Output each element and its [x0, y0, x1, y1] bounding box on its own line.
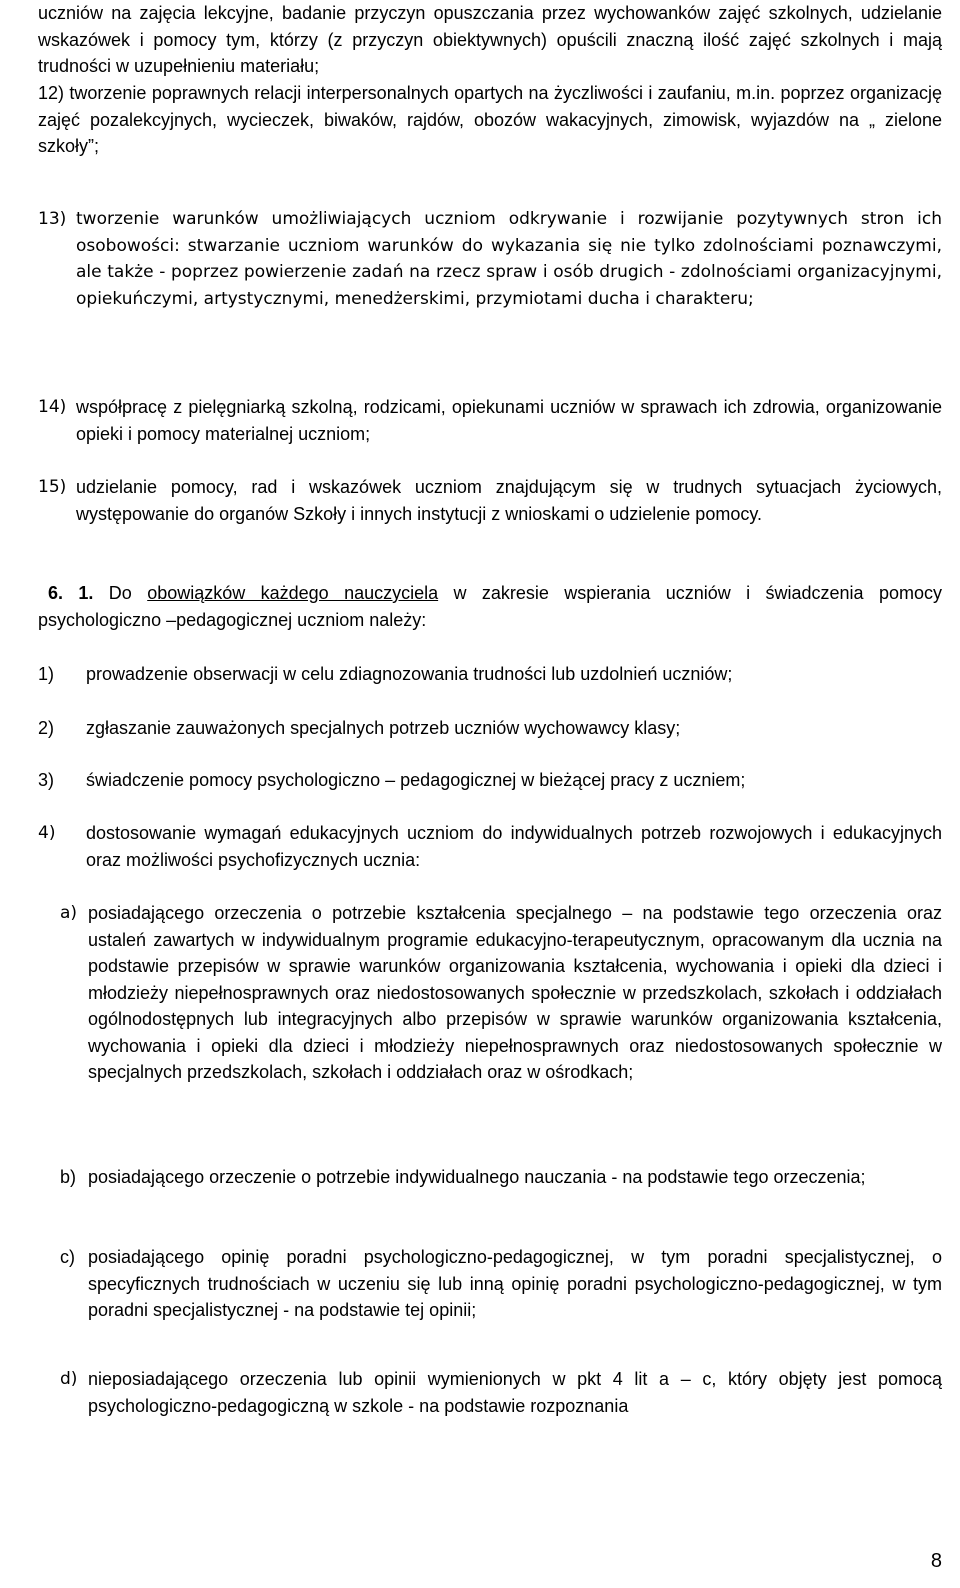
duty-item-3	[38, 767, 942, 794]
list-item-15	[38, 474, 942, 527]
list-item-number: 14)	[38, 397, 67, 417]
subitem-text: posiadającego orzeczenia o potrzebie kształcenia specjalnego – na podstawie tego orzeczenia oraz ustaleń zawartych w indywidualnym programie edukacyjno-terapeutycznym, opracowanym dla ucznia na podstawie przepisów w sprawie warunków organizowania kształcenia, wychowania i opieki dla dzieci i młodzieży niepełnosprawnych oraz niedostosowanych społecznie w przedszkolach, szkołach i oddziałach ogólnodostępnych lub integracyjnych albo przepisów w sprawie warunków organizowania kształcenia, wychowania i opieki dla dzieci i młodzieży niepełnosprawnych oraz niedostosowanych społecznie w specjalnych przedszkolach, szkołach i oddziałach oraz w ośrodkach;	[88, 903, 942, 1082]
subitem-letter: b)	[60, 1167, 77, 1187]
list-item-number: 12)	[38, 83, 65, 103]
duty-item-1	[38, 661, 942, 688]
duty-number: 4)	[38, 823, 56, 843]
section-lead: Do	[108, 583, 132, 603]
list-item-text: udzielanie pomocy, rad i wskazówek uczniom znajdującym się w trudnych sytuacjach życiowych, występowanie do organów Szkoły i innych instytucji z wnioskami o udzielenie pomocy.	[76, 477, 942, 524]
section-number: 6. 1.	[48, 583, 94, 603]
subitem-c	[60, 1244, 942, 1324]
subitem-d	[60, 1366, 942, 1419]
section-6-1-heading	[38, 580, 942, 633]
subitem-text: posiadającego opinię poradni psychologiczno-pedagogicznej, w tym poradni specjalistycznej, o specyficznych trudnościach w uczeniu się lub inną opinię poradni psychologiczno-pedagogicznej, w tym poradni specjalistycznej - na podstawie tej opinii;	[88, 1247, 942, 1320]
subitem-letter: a)	[60, 903, 78, 923]
section-rest: w zakresie wspierania uczniów i świadczenia pomocy psychologiczno –pedagogicznej uczniom należy:	[38, 583, 942, 630]
duty-text: dostosowanie wymagań edukacyjnych uczniom do indywidualnych potrzeb rozwojowych i edukacyjnych oraz możliwości psychofizycznych ucznia:	[86, 823, 942, 870]
list-item-text: tworzenie warunków umożliwiających uczniom odkrywanie i rozwijanie pozytywnych stron ich osobowości: stwarzanie uczniom warunków do wykazania się nie tylko zdolnościami poznawczymi, ale także - poprzez powierzenie zadań na rzecz spraw i osób drugich - zdolnościami organizacyjnymi, opiekuńczymi, artystycznymi, menedżerskimi, przymiotami ducha i charakteru;	[76, 209, 942, 309]
duty-number: 1)	[38, 664, 55, 684]
section-underlined: obowiązków każdego nauczyciela	[147, 583, 439, 603]
duty-number: 3)	[38, 770, 55, 790]
list-item-number: 15)	[38, 477, 67, 497]
list-item-13	[38, 206, 942, 312]
subitem-text: nieposiadającego orzeczenia lub opinii wymienionych w pkt 4 lit a – c, który objęty jest pomocą psychologiczno-pedagogiczną w szkole - na podstawie rozpoznania	[88, 1369, 942, 1416]
list-item-12	[38, 80, 942, 160]
list-item-number: 13)	[38, 209, 67, 229]
subitem-a	[60, 900, 942, 1086]
list-item-text: współpracę z pielęgniarką szkolną, rodzicami, opiekunami uczniów w sprawach ich zdrowia, organizowanie opieki i pomocy materialnej uczniom;	[76, 397, 942, 444]
duty-text: prowadzenie obserwacji w celu zdiagnozowania trudności lub uzdolnień uczniów;	[86, 664, 733, 684]
subitem-letter: c)	[60, 1247, 75, 1267]
subitem-text: posiadającego orzeczenie o potrzebie indywidualnego nauczania - na podstawie tego orzeczenia;	[88, 1167, 866, 1187]
intro-paragraph: uczniów na zajęcia lekcyjne, badanie przyczyn opuszczania przez wychowanków zajęć szkolnych, udzielanie wskazówek i pomocy tym, którzy (z przyczyn obiektywnych) opuścili znaczną ilość zajęć szkolnych i mają trudności w uzupełnieniu materiału;	[38, 3, 942, 76]
duty-item-4	[38, 820, 942, 873]
duty-text: zgłaszanie zauważonych specjalnych potrzeb uczniów wychowawcy klasy;	[86, 718, 681, 738]
list-item-14	[38, 394, 942, 447]
duty-number: 2)	[38, 718, 55, 738]
subitem-letter: d)	[60, 1369, 78, 1389]
page-number: 8	[930, 1550, 942, 1572]
duty-item-2	[38, 715, 942, 742]
subitem-b	[60, 1164, 942, 1191]
list-item-text: tworzenie poprawnych relacji interpersonalnych opartych na życzliwości i zaufaniu, m.in. poprzez organizację zajęć pozalekcyjnych, wycieczek, biwaków, rajdów, obozów wakacyjnych, zimowisk, wyjazdów na „ zielone szkoły”;	[38, 83, 942, 156]
duty-text: świadczenie pomocy psychologiczno – pedagogicznej w bieżącej pracy z uczniem;	[86, 770, 746, 790]
